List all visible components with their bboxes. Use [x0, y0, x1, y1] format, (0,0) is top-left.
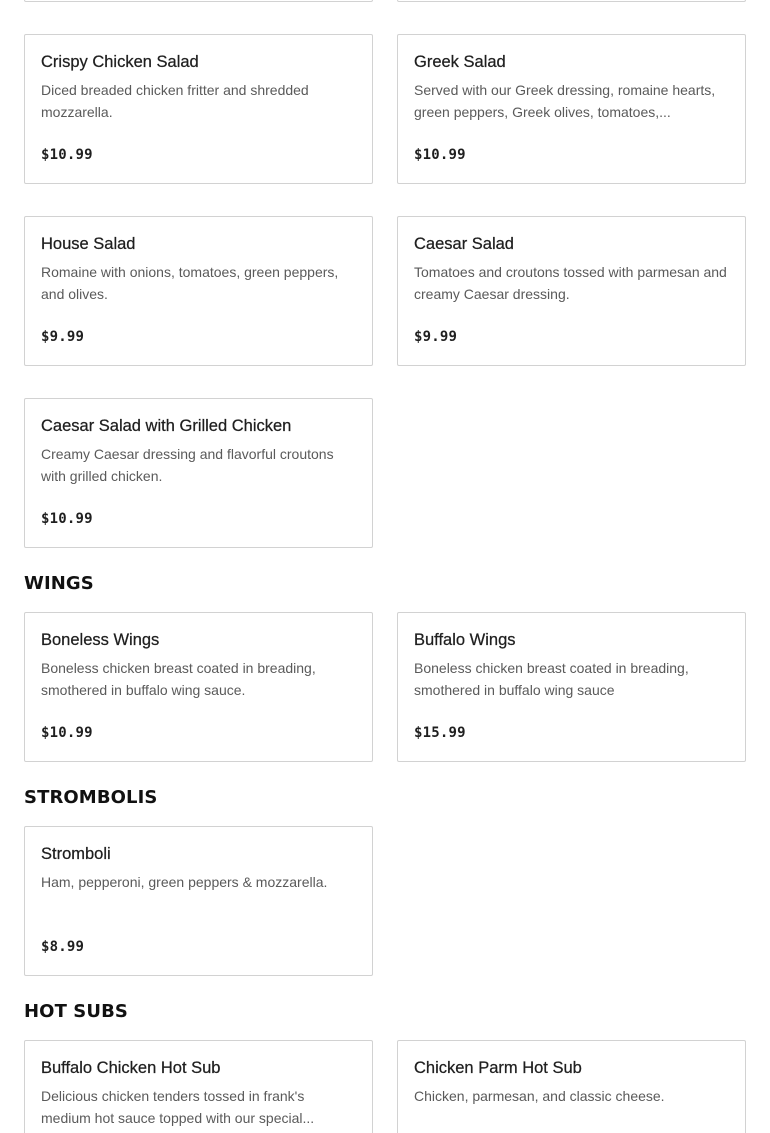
menu-item-description: Romaine with onions, tomatoes, green peppers, and olives.	[41, 264, 339, 302]
menu-item-name: Buffalo Wings	[414, 631, 516, 649]
menu-item-description: Served with our Greek dressing, romaine hearts, green peppers, Greek olives, tomatoes,...	[414, 82, 716, 120]
menu-item-name: Caesar Salad with Grilled Chicken	[41, 417, 292, 435]
menu-item-card[interactable]	[24, 34, 373, 184]
menu-item-card[interactable]	[24, 612, 373, 762]
menu-item-name: Caesar Salad	[414, 235, 514, 253]
menu-item-card[interactable]	[397, 612, 746, 762]
menu-item-name: House Salad	[41, 235, 136, 253]
menu-item-description: Boneless chicken breast coated in breading, smothered in buffalo wing sauce.	[41, 660, 316, 698]
section-title-strombolis: STROMBOLIS	[24, 787, 158, 808]
menu-item-price: $10.99	[414, 147, 466, 163]
menu-item-card[interactable]	[24, 826, 373, 976]
menu-item-price: $9.99	[41, 329, 85, 345]
menu-item-name: Stromboli	[41, 845, 111, 863]
menu-item-price: $10.99	[41, 725, 93, 741]
menu-item-name: Greek Salad	[414, 53, 506, 71]
menu-item-card[interactable]	[397, 34, 746, 184]
menu-item-name: Boneless Wings	[41, 631, 160, 649]
section-title-wings: WINGS	[24, 573, 94, 594]
menu-item-price: $9.99	[414, 329, 458, 345]
section-title-hot-subs: HOT SUBS	[24, 1001, 128, 1022]
menu-item-price: $10.99	[41, 511, 93, 527]
menu-item-card[interactable]	[24, 398, 373, 548]
menu-item-card[interactable]	[397, 1040, 746, 1133]
menu-item-price: $15.99	[414, 725, 466, 741]
menu-item-description: Boneless chicken breast coated in breading, smothered in buffalo wing sauce	[414, 660, 689, 698]
menu-item-description: Diced breaded chicken fritter and shredded mozzarella.	[41, 82, 309, 120]
menu-item-name: Buffalo Chicken Hot Sub	[41, 1059, 221, 1077]
menu-item-name: Crispy Chicken Salad	[41, 53, 199, 71]
menu-item-description: Tomatoes and croutons tossed with parmesan and creamy Caesar dressing.	[414, 264, 727, 302]
menu-item-card[interactable]	[24, 216, 373, 366]
menu-item-card[interactable]	[397, 216, 746, 366]
menu-item-description: Ham, pepperoni, green peppers & mozzarella.	[41, 874, 328, 890]
menu-item-card-partial[interactable]	[397, 0, 746, 2]
menu-item-description: Chicken, parmesan, and classic cheese.	[414, 1088, 665, 1104]
menu-item-description: Creamy Caesar dressing and flavorful croutons with grilled chicken.	[41, 446, 334, 484]
menu-item-card[interactable]	[24, 1040, 373, 1133]
menu-item-description: Delicious chicken tenders tossed in frank's medium hot sauce topped with our special...	[41, 1088, 315, 1126]
menu-item-name: Chicken Parm Hot Sub	[414, 1059, 582, 1077]
menu-item-price: $8.99	[41, 939, 85, 955]
menu-item-price: $10.99	[41, 147, 93, 163]
menu-item-card-partial[interactable]	[24, 0, 373, 2]
